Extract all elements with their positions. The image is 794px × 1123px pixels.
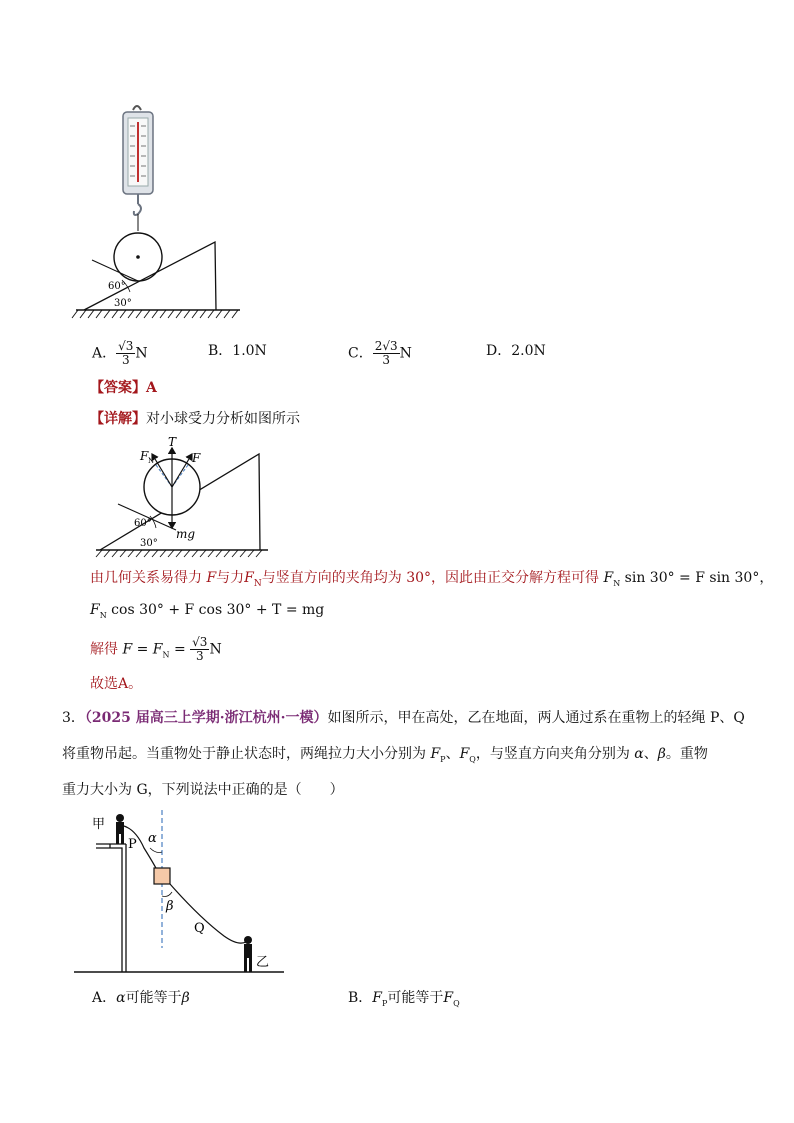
q3-option-b[interactable]: B．$F_P$可能等于$F_Q$: [348, 990, 460, 1008]
fig2-label-FN-sub: N: [148, 457, 155, 465]
q3-option-a[interactable]: A．α可能等于β: [92, 990, 190, 1006]
fig3-label-Q: Q: [194, 921, 205, 936]
solution-line-1: 由几何关系易得力 F与力$F_N$与竖直方向的夹角均为 30°，因此由正交分解方程可得 $F_N$ sin 30° = F sin 30°，: [90, 570, 774, 589]
fig3-label-jia: 甲: [92, 817, 106, 832]
option-d[interactable]: D．2.0N: [486, 343, 546, 359]
fig2-label-mg: mg: [176, 527, 196, 541]
solution-line-3: 解得 $F = F_N$ = $\frac{√3}{3}$ N: [90, 635, 222, 663]
solution-line-2: $F_N$ cos 30° + F cos 30° + T = mg: [90, 602, 325, 620]
fig2-label-F: F: [192, 451, 201, 465]
figure-rope-weight: [70, 808, 290, 978]
fig1-angle-30: 30°: [114, 298, 132, 309]
fig3-label-yi: 乙: [256, 955, 270, 970]
fig3-label-beta: β: [166, 899, 174, 914]
q3-line-1: 3．（2025 届高三上学期·浙江杭州·一模）如图所示，甲在高处，乙在地面，两人通过系在重物上的轻绳 P、Q: [62, 710, 745, 726]
person-icon: [244, 936, 252, 972]
q3-line-3: 重力大小为 G，下列说法中正确的是（ ）: [62, 782, 344, 798]
fig2-label-FN: F: [140, 449, 149, 463]
fig2-angle-60: 60°: [134, 518, 152, 529]
option-a[interactable]: A． $\frac{√3}{3}$ N: [92, 339, 148, 367]
detail-line: 【详解】对小球受力分析如图所示: [90, 411, 300, 427]
fig1-angle-60: 60°: [108, 281, 126, 292]
fig2-label-T: T: [168, 435, 177, 449]
option-c[interactable]: C． $\frac{2√3}{3}$ N: [348, 339, 412, 367]
figure-spring-scale-incline: [70, 100, 250, 322]
q3-line-2: 将重物吊起。当重物处于静止状态时，两绳拉力大小分别为 $F_P$、$F_Q$，与竖直方向夹角分别为 α、β。重物: [62, 746, 708, 764]
conclusion-line: 故选A。: [90, 676, 143, 692]
answer-line: 【答案】A: [90, 380, 157, 396]
figure-force-analysis: [92, 432, 272, 560]
option-b[interactable]: B．1.0N: [208, 343, 267, 359]
fig3-label-alpha: α: [148, 831, 157, 846]
person-icon: [116, 814, 124, 844]
fig3-label-P: P: [128, 837, 137, 852]
fig2-angle-30: 30°: [140, 538, 158, 549]
spring-scale-icon: [123, 106, 153, 215]
